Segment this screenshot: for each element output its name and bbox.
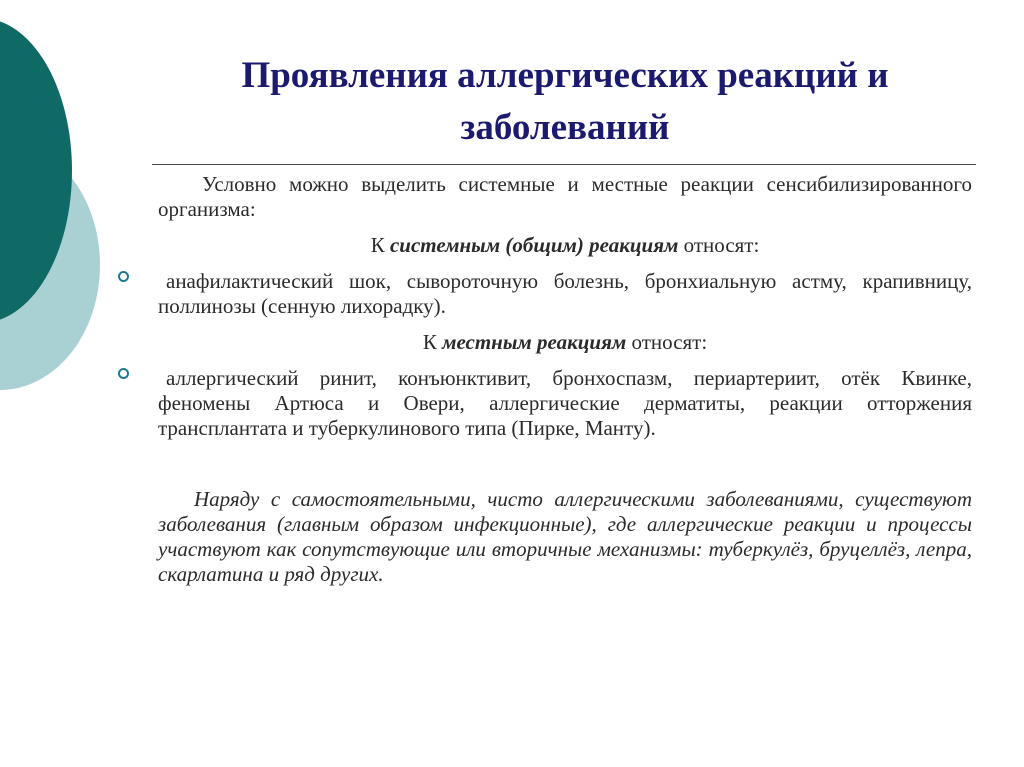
local-heading — [158, 330, 972, 355]
slide-title: Проявления аллергических реакций и заболеваний — [241, 55, 889, 148]
bullet-circle-icon — [118, 271, 129, 282]
systemic-heading-prefix: К — [370, 233, 390, 257]
closing-paragraph: Наряду с самостоятельными, чисто аллергическими заболеваниями, существуют заболевания (главным образом инфекционные), где аллергические реакции и процессы участвуют как сопутствующие или вторичные механизмы: туберкулёз, бруцеллёз, лепра, скарлатина и ряд других. — [158, 487, 972, 586]
intro-paragraph: Условно можно выделить системные и местные реакции сенсибилизированного организма: — [158, 172, 972, 221]
slide-body — [158, 172, 972, 587]
systemic-heading-suffix: относят: — [678, 233, 760, 257]
systemic-list-text: анафилактический шок, сывороточную болезнь, бронхиальную астму, крапивницу, поллинозы (сенную лихорадку). — [158, 269, 972, 318]
local-heading-prefix: К — [422, 330, 443, 354]
title-divider — [152, 164, 976, 165]
bullet-circle-icon — [118, 368, 129, 379]
local-list-text: аллергический ринит, конъюнктивит, бронхоспазм, периартериит, отёк Квинке, феномены Артюса и Овери, аллергические дерматиты, реакции отторжения трансплантата и туберкулинового типа (Пирке, Манту). — [158, 366, 972, 440]
systemic-heading — [158, 233, 972, 258]
list-item-systemic — [158, 269, 972, 319]
systemic-heading-emph: системным (общим) реакциям — [389, 233, 679, 257]
local-heading-suffix: относят: — [626, 330, 708, 354]
list-item-local — [158, 366, 972, 441]
local-heading-emph: местным реакциям — [442, 330, 627, 354]
